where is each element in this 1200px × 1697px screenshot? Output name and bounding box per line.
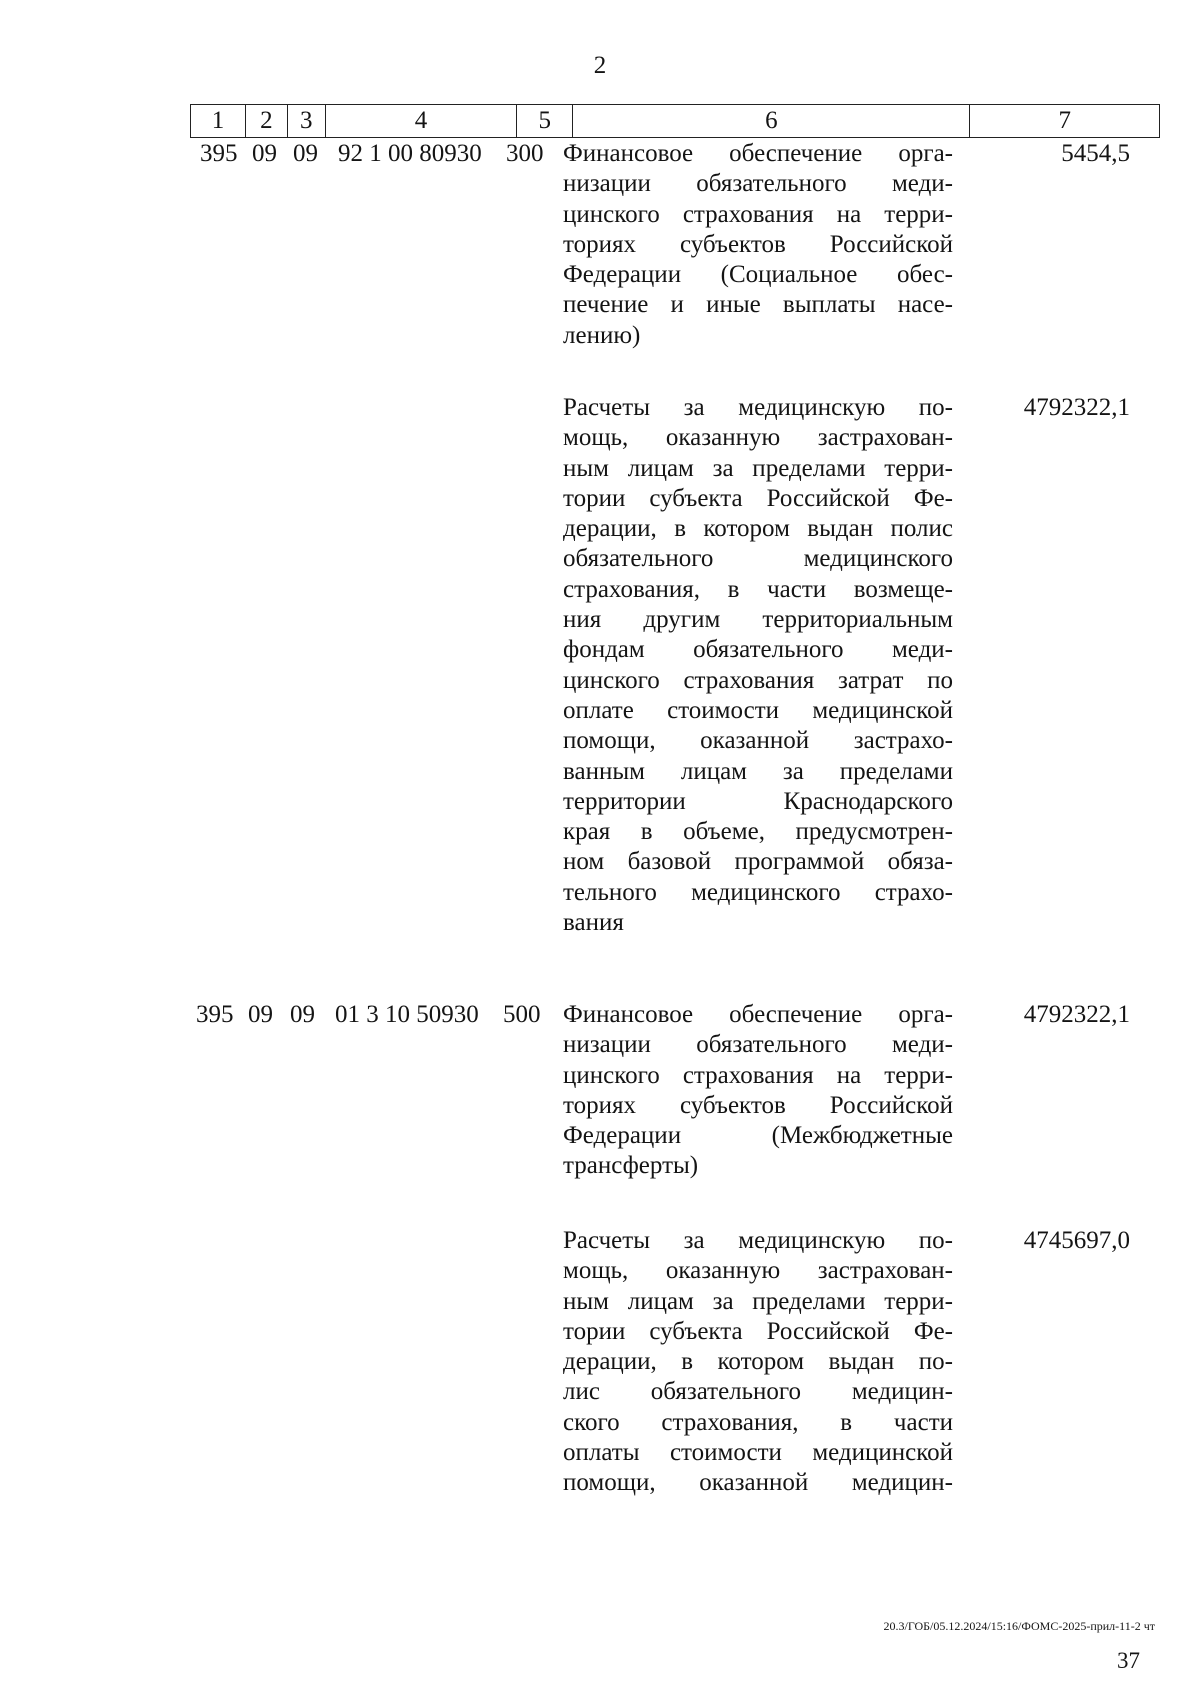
description-line: помощи, оказанной застрахо- — [563, 727, 953, 755]
description-line: цинского страхования на терри- — [563, 200, 953, 228]
description-line: тельного медицинского страхо- — [563, 878, 953, 906]
description-line: ториях субъектов Российской — [563, 1091, 953, 1119]
code-col-4: 92 1 00 80930 — [338, 140, 482, 167]
description-line: фондам обязательного меди- — [563, 636, 953, 664]
description-line: Расчеты за медицинскую по- — [563, 1227, 953, 1254]
row-amount: 4745697,0 — [1023, 1227, 1130, 1254]
row-description — [563, 1000, 953, 1182]
code-col-3: 09 — [290, 1001, 315, 1028]
row-description — [563, 393, 953, 938]
description-line: низации обязательного меди- — [563, 1031, 953, 1059]
description-line: ном базовой программой обяза- — [563, 848, 953, 876]
code-col-5: 300 — [506, 140, 544, 167]
header-col-5: 5 — [517, 105, 573, 137]
description-line: вания — [563, 909, 624, 937]
row-amount: 4792322,1 — [1023, 394, 1130, 421]
header-col-7: 7 — [1058, 107, 1071, 134]
code-col-5: 500 — [503, 1001, 541, 1028]
description-line: обязательного медицинского — [563, 545, 953, 573]
description-line: Расчеты за медицинскую по- — [563, 394, 953, 421]
description-line: цинского страхования на терри- — [563, 1061, 953, 1089]
code-col-2: 09 — [252, 140, 277, 167]
code-col-4: 01 3 10 50930 — [335, 1001, 479, 1028]
description-line: ным лицам за пределами терри- — [563, 454, 953, 482]
page-number-top: 2 — [593, 52, 607, 79]
table-header — [190, 104, 1160, 138]
description-line: края в объеме, предусмотрен- — [563, 818, 953, 846]
description-line: оплаты стоимости медицинской — [563, 1439, 953, 1467]
code-col-1: 395 — [196, 1001, 234, 1028]
code-col-2: 09 — [248, 1001, 273, 1028]
description-line: тории субъекта Российской Фе- — [563, 1317, 953, 1345]
code-col-3: 09 — [293, 140, 318, 167]
description-line: помощи, оказанной медицин- — [563, 1469, 953, 1497]
description-line: дерации, в котором выдан полис — [563, 515, 953, 543]
header-col-4: 4 — [326, 105, 518, 137]
description-line: оплате стоимости медицинской — [563, 696, 953, 724]
code-col-1: 395 — [200, 140, 238, 167]
description-line: ванным лицам за пределами — [563, 757, 953, 785]
description-line: тории субъекта Российской Фе- — [563, 484, 953, 512]
description-line: дерации, в котором выдан по- — [563, 1348, 953, 1376]
description-line: Федерации (Социальное обес- — [563, 261, 953, 289]
description-line: ториях субъектов Российской — [563, 230, 953, 258]
description-line: Федерации (Межбюджетные — [563, 1122, 953, 1150]
description-line: территории Краснодарского — [563, 787, 953, 815]
description-line: страхования, в части возмеще- — [563, 575, 953, 603]
description-line: цинского страхования затрат по — [563, 666, 953, 694]
row-description — [563, 1226, 953, 1499]
description-line: трансферты) — [563, 1152, 699, 1180]
description-line: мощь, оказанную застрахован- — [563, 424, 953, 452]
description-line: ния другим территориальным — [563, 606, 953, 634]
description-line: Финансовое обеспечение орга- — [563, 140, 953, 167]
description-line: низации обязательного меди- — [563, 170, 953, 198]
footer-document-code: 20.3/ГОБ/05.12.2024/15:16/ФОМС-2025-прил-11-2 чт — [883, 1619, 1155, 1633]
header-col-1: 1 — [191, 105, 246, 137]
row-description — [563, 139, 953, 351]
row-amount: 5454,5 — [1061, 140, 1130, 167]
header-col-2: 2 — [246, 105, 288, 137]
description-line: ным лицам за пределами терри- — [563, 1287, 953, 1315]
description-line: Финансовое обеспечение орга- — [563, 1001, 953, 1028]
description-line: лис обязательного медицин- — [563, 1378, 953, 1406]
header-col-3: 3 — [288, 105, 326, 137]
description-line: печение и иные выплаты насе- — [563, 291, 953, 319]
row-amount: 4792322,1 — [1023, 1001, 1130, 1028]
description-line: лению) — [563, 321, 641, 349]
description-line: мощь, оказанную застрахован- — [563, 1257, 953, 1285]
page-number-bottom: 37 — [1117, 1648, 1140, 1673]
header-col-6: 6 — [573, 105, 970, 137]
description-line: ского страхования, в части — [563, 1408, 953, 1436]
